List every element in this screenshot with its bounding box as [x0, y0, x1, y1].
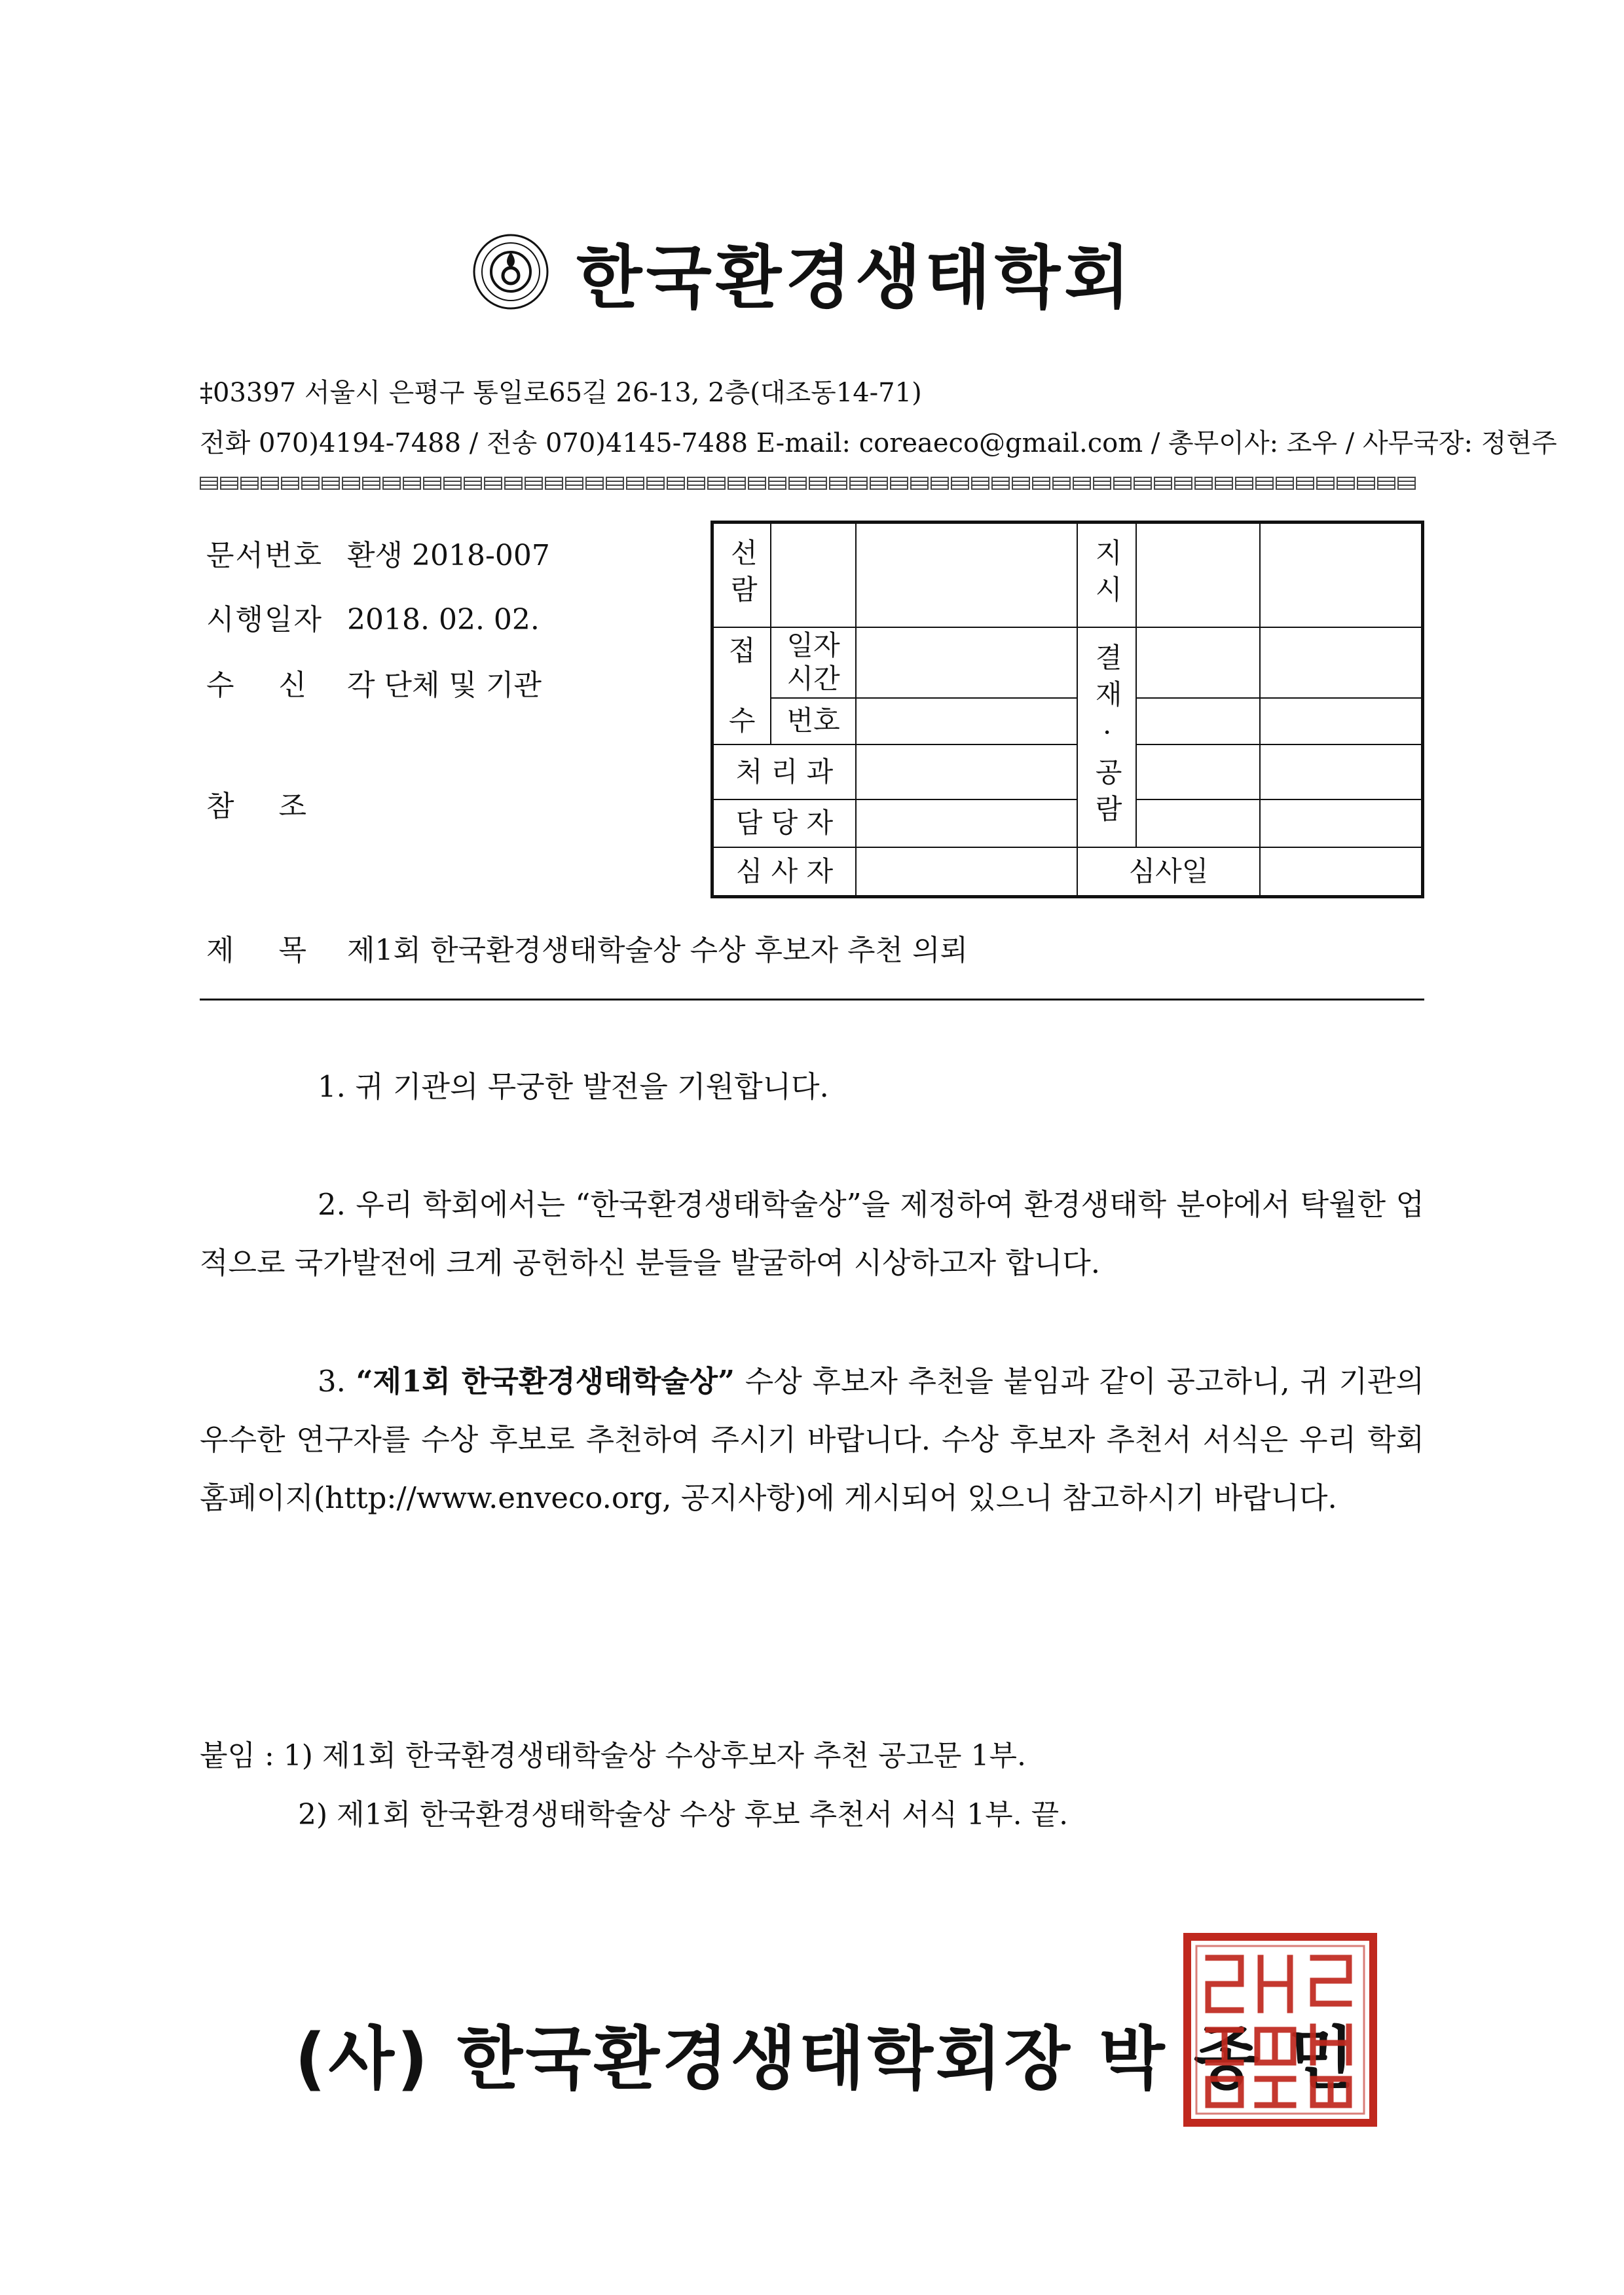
reference-row [206, 782, 352, 824]
recipient-value: 각 단체 및 기관 [347, 669, 542, 702]
paragraph-1 [200, 1057, 1424, 1116]
attachment-item-2: 2) 제1회 한국환경생태학술상 수상 후보 추천서 서식 1부. 끝. [298, 1798, 1069, 1831]
gyeoljae-sign-4 [1260, 698, 1423, 744]
paragraph-3-number: 3. [318, 1364, 356, 1399]
beonho-value [856, 698, 1077, 744]
doc-number-row [206, 532, 550, 574]
paragraph-3 [200, 1352, 1424, 1527]
gyeoljae-sign-6 [1260, 744, 1423, 799]
recipient-row [206, 661, 542, 703]
attachment-line-2 [298, 1791, 1068, 1833]
attachment-item-1: 1) 제1회 한국환경생태학술상 수상후보자 추천 공고문 1부. [283, 1739, 1026, 1772]
gyeoljae-sign-1 [1136, 627, 1260, 698]
cheorigwa-value [856, 744, 1077, 799]
subject-text: 제1회 한국환경생태학술상 수상 후보자 추천 의뢰 [347, 934, 969, 967]
contact-line: 전화 070)4194-7488 / 전송 070)4145-7488 E-mail: coreaeco@gmail.com / 총무이사: 조우 / 사무국장: 정현주 [200, 428, 1557, 458]
doc-number-label: 문서번호 [206, 539, 323, 572]
gyeoljae-sign-8 [1260, 799, 1423, 847]
approval-table [710, 521, 1424, 898]
signer-name: (사) 한국환경생태학회장 박 종 민 [295, 2019, 1357, 2099]
official-seal-stamp [1182, 1932, 1378, 2128]
paragraph-2-text: 2. 우리 학회에서는 “한국환경생태학술상”을 제정하여 환경생태학 분야에서 탁월한 업적으로 국가발전에 크게 공헌하신 분들을 발굴하여 시상하고자 합니다. [200, 1187, 1424, 1280]
paragraph-1-text: 1. 귀 기관의 무궁한 발전을 기원합니다. [318, 1069, 829, 1104]
paragraph-3-text: 수상 후보자 추천을 붙임과 같이 공고하니, 귀 기관의 우수한 연구자를 수상 후보로 추천하여 주시기 바랍니다. 수상 후보자 추천서 서식은 우리 학회 홈페이지(http://www.enveco.org, 공지사항)에 게시되어 있으니 참고하시기 바랍니다. [200, 1364, 1424, 1515]
gyeoljae-sign-2 [1260, 627, 1423, 698]
attachment-line-1 [200, 1732, 1026, 1774]
jisi-sign-1 [1136, 523, 1260, 627]
header-separator [200, 477, 1424, 491]
gyeoljae-sign-3 [1136, 698, 1260, 744]
subject-row [206, 927, 968, 968]
ilja-sigan-cell: 일자 시간 [771, 627, 856, 698]
reference-label: 참조 [206, 790, 352, 823]
subject-label: 제목 [206, 934, 352, 967]
date-label: 시행일자 [206, 603, 323, 636]
address-line: ‡03397 서울시 은평구 통일로65길 26-13, 2층(대조동14-71) [200, 378, 922, 408]
seonram-sign-2 [856, 523, 1077, 627]
jeopsu-top: 접 [712, 627, 771, 698]
jeopsu-bottom: 수 [712, 698, 771, 744]
ilja-sigan-value [856, 627, 1077, 698]
gyeoljae-sign-7 [1136, 799, 1260, 847]
organization-name: 한국환경생태학회 [576, 238, 1134, 318]
damdangja-value [856, 799, 1077, 847]
cheorigwa-cell: 처 리 과 [712, 744, 856, 799]
gyeoljae-cell: 결재·공람 [1077, 627, 1136, 847]
subject-divider [200, 999, 1424, 1001]
seonram-sign-1 [771, 523, 856, 627]
jisi-cell: 지시 [1077, 523, 1136, 627]
date-row [206, 596, 540, 638]
doc-number-value: 환생 2018-007 [347, 539, 550, 572]
simsaja-value [856, 847, 1077, 896]
recipient-label: 수신 [206, 669, 352, 702]
damdangja-cell: 담 당 자 [712, 799, 856, 847]
date-value: 2018. 02. 02. [347, 603, 540, 636]
letterhead [471, 226, 1134, 318]
gyeoljae-sign-5 [1136, 744, 1260, 799]
attachment-label: 붙임 : [200, 1739, 284, 1772]
paragraph-2 [200, 1175, 1424, 1292]
simsail-value [1260, 847, 1423, 896]
paragraph-3-award-name: “제1회 한국환경생태학술상” [356, 1364, 735, 1399]
simsaja-cell: 심 사 자 [712, 847, 856, 896]
jisi-sign-2 [1260, 523, 1423, 627]
simsail-cell: 심사일 [1077, 847, 1260, 896]
seonram-cell: 선람 [712, 523, 771, 627]
society-emblem-icon [471, 232, 550, 311]
beonho-cell: 번호 [771, 698, 856, 744]
